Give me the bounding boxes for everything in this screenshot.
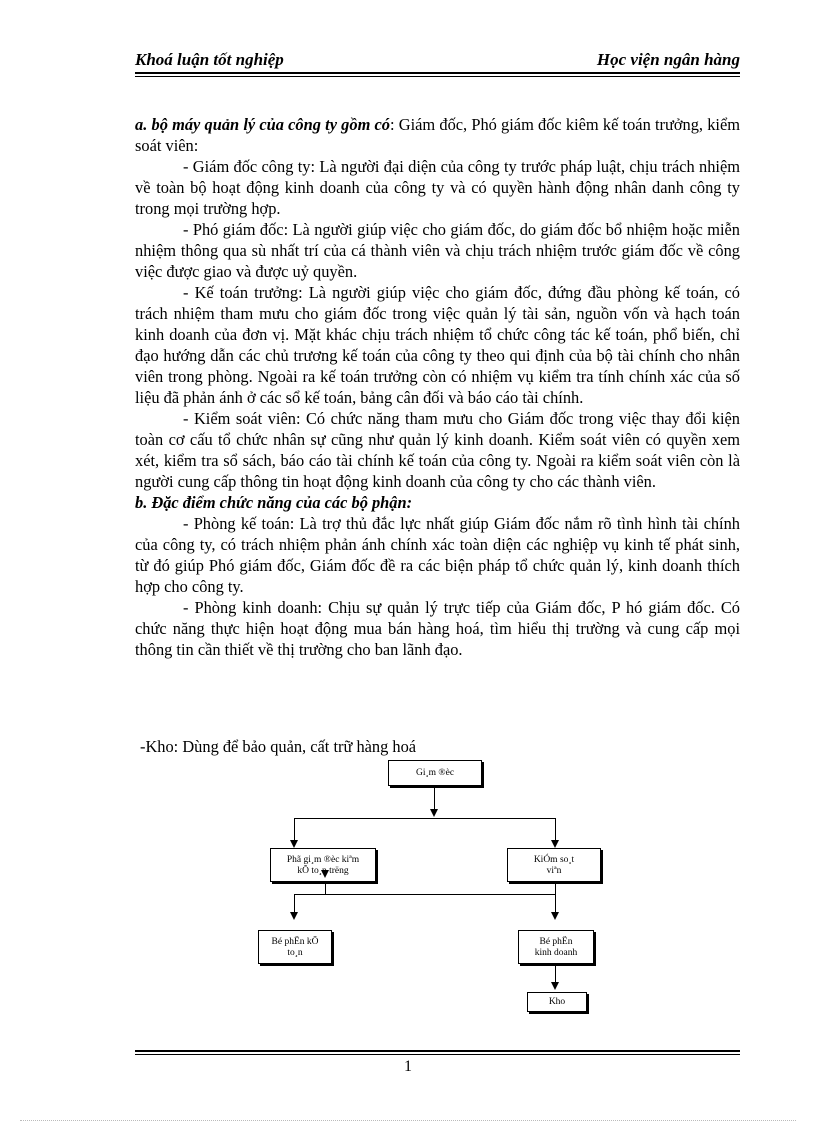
org-box-accounting-dept xyxy=(258,930,332,964)
arrow-down xyxy=(551,840,559,848)
org-accounting-label-2: to¸n xyxy=(287,948,303,958)
org-deputy-label-2: kÕ to¸n trëng xyxy=(297,866,349,876)
connector xyxy=(555,882,556,916)
org-warehouse-label: Kho xyxy=(548,997,566,1007)
header-rule-thin xyxy=(135,76,740,77)
org-box-director xyxy=(388,760,482,786)
connector xyxy=(325,882,326,894)
para-deputy-director: - Phó giám đốc: Là người giúp việc cho giám đốc, do giám đốc bổ nhiệm hoặc miễn nhiệm thông qua sù nhất trí của cá thành viên và chịu trách nhiệm trước giám đốc về công việc được giao và được uỷ quyền. xyxy=(135,220,740,281)
arrow-down xyxy=(290,840,298,848)
org-controller-label-1: KiÓm so¸t xyxy=(533,855,575,865)
org-director-label: Gi¸m ®èc xyxy=(415,768,455,778)
para-director: - Giám đốc công ty: Là người đại diện của công ty trước pháp luật, chịu trách nhiệm về toàn bộ hoạt động kinh doanh của công ty và có quyền hành động nhân danh công ty trong mọi trường hợp. xyxy=(135,157,740,218)
arrow-down xyxy=(551,912,559,920)
para-accounting-dept: - Phòng kế toán: Là trợ thủ đắc lực nhất giúp Giám đốc nắm rõ tình hình tài chính của công ty, có trách nhiệm phản ánh chính xác toàn diện các nghiệp vụ kinh tế phát sinh, từ đó giúp Phó giám đốc, Giám đốc đề ra các biện pháp tổ chức quản lý, kinh doanh thích hợp cho công ty. xyxy=(135,514,740,596)
section-b-heading: b. Đặc điểm chức năng của các bộ phận: xyxy=(135,493,413,512)
connector xyxy=(294,894,556,895)
section-a-intro-text: : Giám đốc, Phó giám đốc kiêm kế toán trưởng, kiểm soát viên: xyxy=(135,115,740,155)
page-number: 1 xyxy=(404,1058,412,1075)
para-controller: - Kiểm soát viên: Có chức năng tham mưu cho Giám đốc trong việc thay đổi kiện toàn cơ cấu tổ chức nhân sự cũng như quản lý kinh doanh. Kiểm soát viên có quyền xem xét, kiểm tra sổ sách, báo cáo tài chính kế toán của công ty. Ngoài ra kiểm soát viên còn là người cung cấp thông tin hoạt động kinh doanh của công ty cho các thành viên. xyxy=(135,409,740,491)
org-controller-label-2: viªn xyxy=(546,866,562,876)
org-box-warehouse xyxy=(527,992,587,1012)
org-business-label-2: kinh doanh xyxy=(534,948,578,958)
org-box-controller xyxy=(507,848,601,882)
para-chief-accountant: - Kế toán trưởng: Là người giúp việc cho giám đốc, đứng đầu phòng kế toán, có trách nhiệm tham mưu cho giám đốc trong việc quản lý tài sản, nguồn vốn và hạch toán kinh doanh của đơn vị. Mặt khác chịu trách nhiệm tổ chức công tác kế toán, phổ biến, chỉ đạo hướng dẫn các chủ trương kế toán của công ty theo qui định của bộ tài chính cho nhân viên trong phòng. Ngoài ra kế toán trưởng còn có nhiệm vụ kiểm tra tính chính xác của số liệu đã phản ánh ở các sổ kế toán, bảng cân đối và báo cáo tài chính. xyxy=(135,283,740,407)
section-a-heading: a. bộ máy quản lý của công ty gồm có xyxy=(135,115,390,134)
org-accounting-label-1: Bé phËn kÕ xyxy=(271,937,319,947)
header-rule xyxy=(135,72,740,74)
body-text xyxy=(135,114,740,660)
para-warehouse: -Kho: Dùng để bảo quản, cất trữ hàng hoá xyxy=(140,737,417,756)
para-business-dept: - Phòng kinh doanh: Chịu sự quản lý trực tiếp của Giám đốc, P hó giám đốc. Có chức năng thực hiện hoạt động mua bán hàng hoá, tìm hiểu thị trường và cung cấp mọi thông tin cần thiết về thị trường cho ban lãnh đạo. xyxy=(135,598,740,659)
header-institution: Học viện ngân hàng xyxy=(596,50,740,69)
footer-rule-thin xyxy=(135,1054,740,1055)
arrow-down xyxy=(551,982,559,990)
header-thesis-title: Khoá luận tốt nghiệp xyxy=(135,50,284,69)
arrow-down xyxy=(290,912,298,920)
footer-rule xyxy=(135,1050,740,1052)
page-break-line xyxy=(20,1120,796,1121)
org-deputy-label-1: Phã gi¸m ®èc kiªm xyxy=(286,855,360,865)
section-a-intro xyxy=(135,114,740,156)
org-business-label-1: Bé phËn xyxy=(539,937,573,947)
org-box-business-dept xyxy=(518,930,594,964)
arrow-down xyxy=(430,809,438,817)
arrow-down xyxy=(321,870,329,878)
connector xyxy=(294,818,556,819)
page-header xyxy=(135,50,740,72)
